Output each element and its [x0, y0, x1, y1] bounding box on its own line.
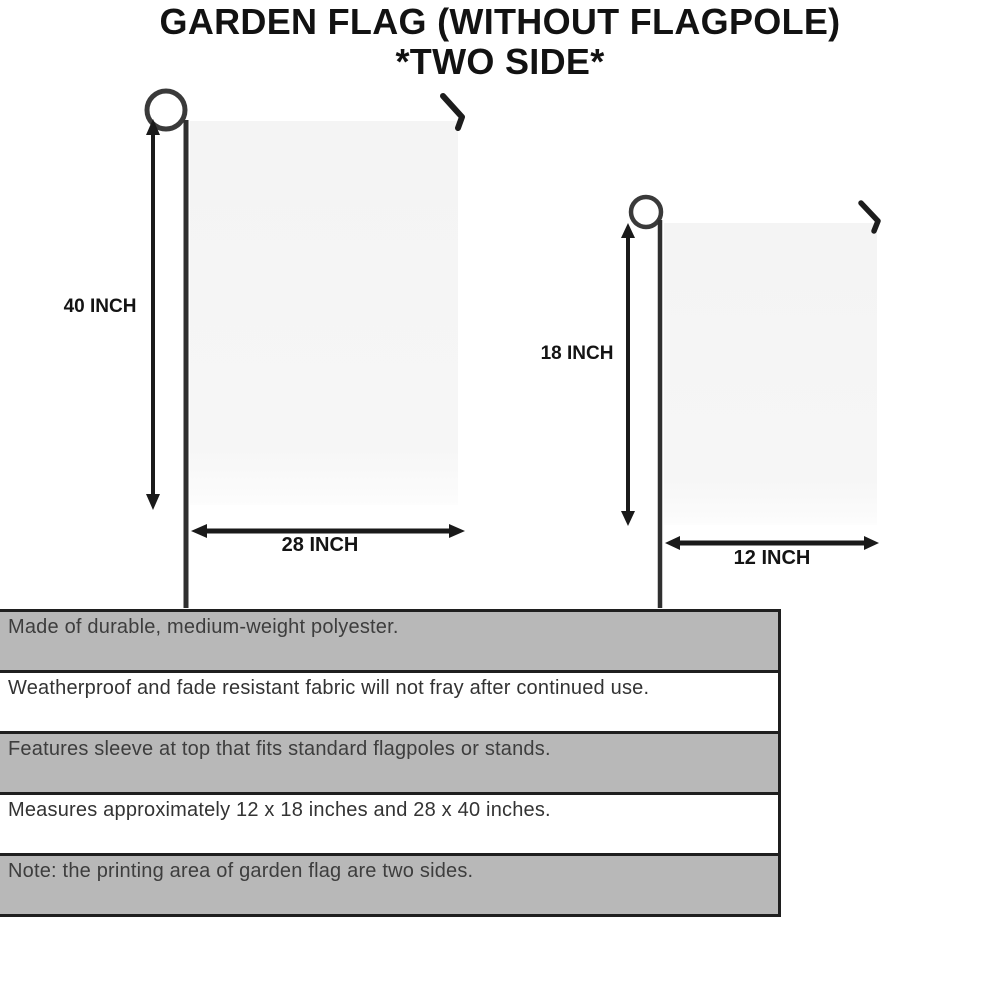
- small-flag-width-label: 12 INCH: [733, 547, 811, 569]
- feature-row-material: [0, 612, 778, 673]
- feature-text: Note: the printing area of garden flag are two sides.: [8, 860, 474, 882]
- small-flag-fabric: [664, 223, 877, 525]
- feature-row-weatherproof: [0, 673, 778, 734]
- title-line-2: *TWO SIDE*: [395, 41, 605, 82]
- title-line-1: GARDEN FLAG (WITHOUT FLAGPOLE): [159, 1, 841, 42]
- large-flag-height-label: 40 INCH: [63, 296, 137, 317]
- feature-row-note: [0, 856, 778, 914]
- feature-text: Weatherproof and fade resistant fabric will not fray after continued use.: [8, 677, 650, 699]
- large-flag-width-label: 28 INCH: [281, 534, 359, 556]
- feature-row-measures: [0, 795, 778, 856]
- small-flag-height-label: 18 INCH: [540, 343, 614, 364]
- feature-list: [0, 609, 781, 917]
- feature-text: Made of durable, medium-weight polyester.: [8, 616, 399, 638]
- feature-text: Measures approximately 12 x 18 inches and 28 x 40 inches.: [8, 799, 551, 821]
- small-flagpole-loop: [631, 197, 661, 227]
- small-height-arrow: [621, 223, 635, 526]
- feature-row-sleeve: [0, 734, 778, 795]
- large-flag-fabric: [190, 121, 458, 505]
- feature-text: Features sleeve at top that fits standard flagpoles or stands.: [8, 738, 551, 760]
